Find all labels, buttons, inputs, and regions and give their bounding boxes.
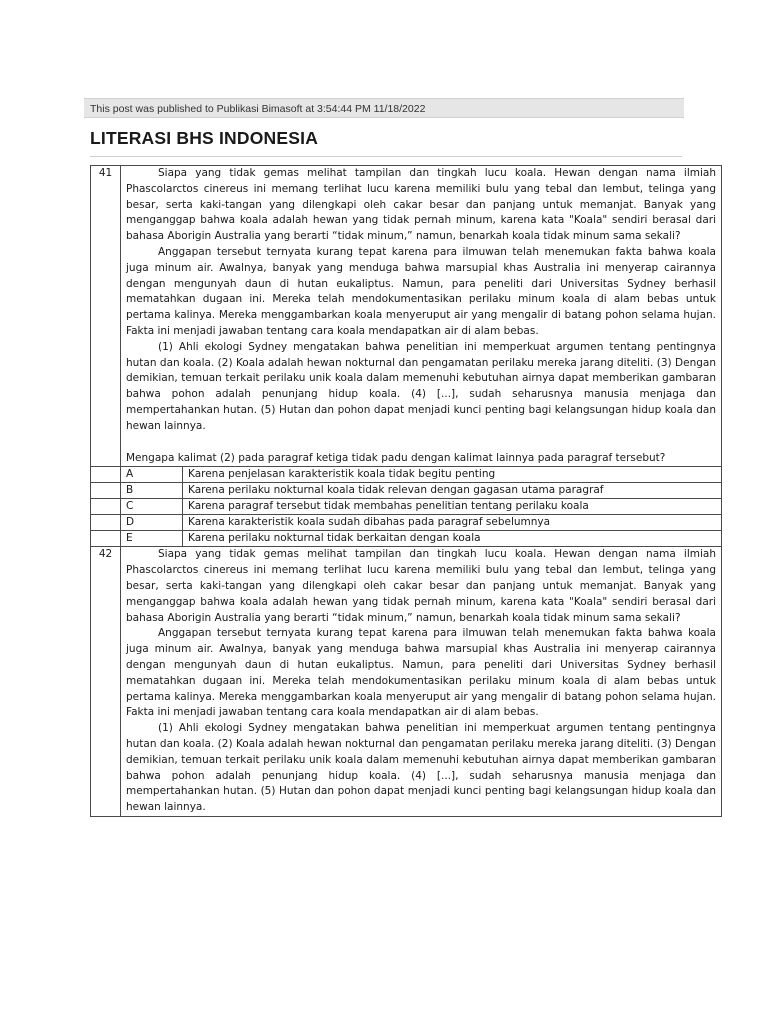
option-letter: A [121, 467, 183, 483]
passage-paragraph: (1) Ahli ekologi Sydney mengatakan bahwa penelitian ini memperkuat argumen tentang pentingnya hutan dan koala. (2) Koala adalah hewan nokturnal dan pengamatan perilaku mereka jarang diteliti. (3) Dengan demikian, temuan terkait perilaku unik koala dalam memenuhi kebutuhan airnya dapat memberikan gambaran bahwa pohon adalah penunjang hidup koala. (4) [...], sudah seharusnya manusia menjaga dan mempertahankan hutan. (5) Hutan dan pohon dapat menjadi kunci penting bagi kelangsungan hidup koala dan hewan lainnya. [126, 340, 716, 432]
option-text: Karena karakteristik koala sudah dibahas pada paragraf sebelumnya [183, 515, 722, 531]
option-letter: D [121, 515, 183, 531]
answer-option-c[interactable] [91, 499, 722, 515]
answer-option-b[interactable] [91, 483, 722, 499]
option-spacer [91, 531, 121, 547]
question-body [121, 166, 722, 467]
option-spacer [91, 515, 121, 531]
question-body [121, 547, 722, 817]
option-text: Karena penjelasan karakteristik koala tidak begitu penting [183, 467, 722, 483]
title-divider [90, 156, 682, 157]
option-spacer [91, 499, 121, 515]
answer-option-d[interactable] [91, 515, 722, 531]
question-row-41 [91, 166, 722, 467]
question-row-42 [91, 547, 722, 817]
passage-paragraph: (1) Ahli ekologi Sydney mengatakan bahwa penelitian ini memperkuat argumen tentang pentingnya hutan dan koala. (2) Koala adalah hewan nokturnal dan pengamatan perilaku mereka jarang diteliti. (3) Dengan demikian, temuan terkait perilaku unik koala dalam memenuhi kebutuhan airnya dapat memberikan gambaran bahwa pohon adalah penunjang hidup koala. (4) [...], sudah seharusnya manusia menjaga dan mempertahankan hutan. (5) Hutan dan pohon dapat menjadi kunci penting bagi kelangsungan hidup koala dan hewan lainnya. [126, 722, 716, 814]
passage-paragraph: Siapa yang tidak gemas melihat tampilan dan tingkah lucu koala. Hewan dengan nama ilmiah Phascolarctos cinereus ini memang terlihat lucu karena memiliki bulu yang tebal dan lembut, telinga yang besar, serta kaki-tangan yang dilengkapi oleh cakar besar dan panjang untuk memanjat. Banyak yang menganggap bahwa koala adalah hewan yang tidak pernah minum, karena kata "Koala" sendiri berasal dari bahasa Aborigin Australia yang berarti “tidak minum,” namun, benarkah koala tidak minum sama sekali? [126, 548, 716, 624]
question-table [90, 165, 722, 817]
option-text: Karena perilaku nokturnal tidak berkaitan dengan koala [183, 531, 722, 547]
passage-paragraph: Anggapan tersebut ternyata kurang tepat karena para ilmuwan telah menemukan fakta bahwa koala juga minum air. Awalnya, banyak yang menduga bahwa marsupial khas Australia ini menyerap cairannya dengan mengunyah daun di hutan eukaliptus. Namun, para peneliti dari Universitas Sydney berhasil mematahkan dugaan ini. Mereka telah mendokumentasikan perilaku minum koala di alam bebas untuk pertama kalinya. Mereka menggambarkan koala menyeruput air yang mengalir di batang pohon selama hujan. Fakta ini menjadi jawaban tentang cara koala mendapatkan air di alam bebas. [126, 627, 716, 719]
publish-note: This post was published to Publikasi Bimasoft at 3:54:44 PM 11/18/2022 [90, 103, 426, 115]
answer-option-e[interactable] [91, 531, 722, 547]
option-text: Karena paragraf tersebut tidak membahas penelitian tentang perilaku koala [183, 499, 722, 515]
answer-option-a[interactable] [91, 467, 722, 483]
option-letter: B [121, 483, 183, 499]
page-title: LITERASI BHS INDONESIA [90, 128, 319, 148]
option-letter: C [121, 499, 183, 515]
option-letter: E [121, 531, 183, 547]
option-spacer [91, 467, 121, 483]
option-spacer [91, 483, 121, 499]
publish-note-bar [84, 98, 684, 118]
option-text: Karena perilaku nokturnal koala tidak relevan dengan gagasan utama paragraf [183, 483, 722, 499]
question-prompt: Mengapa kalimat (2) pada paragraf ketiga tidak padu dengan kalimat lainnya pada paragraf tersebut? [126, 451, 666, 464]
passage-paragraph: Siapa yang tidak gemas melihat tampilan dan tingkah lucu koala. Hewan dengan nama ilmiah Phascolarctos cinereus ini memang terlihat lucu karena memiliki bulu yang tebal dan lembut, telinga yang besar, serta kaki-tangan yang dilengkapi oleh cakar besar dan panjang untuk memanjat. Banyak yang menganggap bahwa koala adalah hewan yang tidak pernah minum, karena kata "Koala" sendiri berasal dari bahasa Aborigin Australia yang berarti “tidak minum,” namun, benarkah koala tidak minum sama sekali? [126, 167, 716, 243]
question-number: 41 [91, 166, 121, 467]
question-number: 42 [91, 547, 121, 817]
passage-paragraph: Anggapan tersebut ternyata kurang tepat karena para ilmuwan telah menemukan fakta bahwa koala juga minum air. Awalnya, banyak yang menduga bahwa marsupial khas Australia ini menyerap cairannya dengan mengunyah daun di hutan eukaliptus. Namun, para peneliti dari Universitas Sydney berhasil mematahkan dugaan ini. Mereka telah mendokumentasikan perilaku minum koala di alam bebas untuk pertama kalinya. Mereka menggambarkan koala menyeruput air yang mengalir di batang pohon selama hujan. Fakta ini menjadi jawaban tentang cara koala mendapatkan air di alam bebas. [126, 245, 716, 337]
